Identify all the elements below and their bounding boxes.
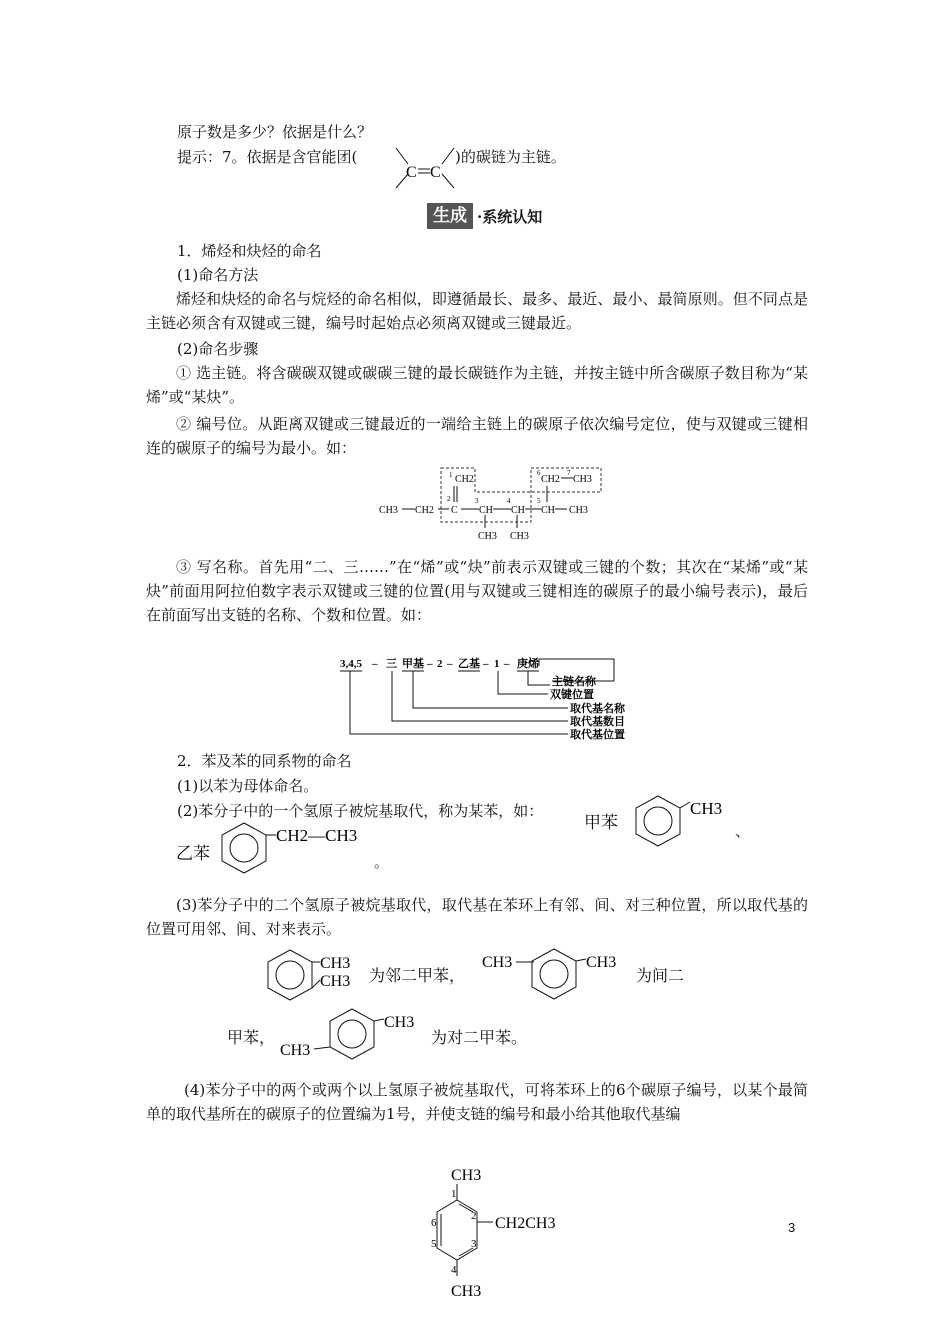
o-ch3-1: CH3 [320,955,351,972]
banner-text: ·系统认知 [477,207,543,226]
alkene-numbering-structure [375,462,615,544]
label-sub-count: 取代基数目 [570,716,625,728]
meta-text-2: 甲苯， [227,1028,276,1047]
page-number: 3 [788,1220,796,1235]
intro-hint-suffix: )的碳链为主链。 [455,148,566,166]
name-part-positions: 3,4,5 [340,658,362,670]
alkene-c-left: C [406,164,417,181]
toluene-label: 甲苯 [584,813,618,833]
o-ch3-2: CH3 [320,973,351,990]
ch3-7-label: CH3 [573,474,592,485]
ch3-label: CH3 [379,505,398,516]
label-main-chain: 主链名称 [552,676,596,688]
name-part-ethyl-pos: 2 [437,658,443,670]
intro-hint-prefix: 提示：7。依据是含官能团( [177,148,358,166]
section1-sub2: (2)命名步骤 [177,340,259,358]
period-mark: 。 [374,853,390,871]
num-4: 4 [507,497,511,505]
toluene-ch3: CH3 [690,799,723,818]
section2-title: 2．苯及苯的同系物的命名 [177,752,352,770]
ch-3-label: CH [479,505,493,516]
label-bond-position: 双键位置 [550,689,594,701]
ethylbenzene-label: 乙苯 [176,844,210,864]
pos-2: 2 [471,1210,477,1222]
banner-box: 生成 [427,203,473,229]
ethyl-substituent: CH2CH3 [495,1215,556,1232]
name-part-count: 三 [386,658,397,670]
section1-title: 1．烯烃和炔烃的命名 [177,242,322,260]
num-2: 2 [447,495,451,503]
name-part-heptene: 庚烯 [517,658,539,670]
name-part-dash4: – [483,658,489,670]
toluene-structure [632,792,737,858]
ethyl-group: CH2—CH3 [276,826,358,845]
num-5: 5 [537,497,541,505]
section-banner [427,203,542,229]
ch3-sub-2: CH3 [510,531,529,542]
alkene-group-structure [368,140,464,196]
name-part-dash1: – [372,658,378,670]
section1-step2: ② 编号位。从距离双键或三键最近的一端给主链上的碳原子依次编号定位，使与双键或三键相连的碳原子的编号为最小。如： [146,415,808,457]
name-part-bond-pos: 1 [494,658,500,670]
p-xylene-structure [280,1005,430,1071]
comma-sep: 、 [735,822,751,840]
ethylbenzene-structure [218,819,378,885]
ch2-label: CH2 [415,505,434,516]
section2-sub2: (2)苯分子中的一个氢原子被烷基取代，称为某苯，如： [177,802,544,820]
m-ch3-2: CH3 [586,954,617,971]
pos-5: 5 [431,1238,437,1250]
name-part-dash2: – [427,658,433,670]
ch3-sub-1: CH3 [478,531,497,542]
numbered-benzene-structure [425,1162,575,1312]
meta-text: 为间二 [636,966,685,985]
section2-sub4: (4)苯分子中的两个或两个以上氢原子被烷基取代，可将苯环上的6个碳原子编号，以某个最简单的取代基所在的碳原子的位置编为1号，并使支链的编号和最小给其他取代基编 [146,1081,808,1123]
intro-question-tail: 原子数是多少？依据是什么？ [177,123,373,141]
num-1: 1 [449,471,453,479]
num-3: 3 [475,497,479,505]
num-7: 7 [567,469,571,477]
label-sub-name: 取代基名称 [570,703,625,715]
section1-sub1: (1)命名方法 [177,266,259,284]
para-text: 为对二甲苯。 [431,1028,528,1047]
section2-sub1: (1)以苯为母体命名。 [177,777,319,795]
pos-6: 6 [431,1217,437,1229]
ch-4-label: CH [511,505,525,516]
name-structure-diagram [340,654,640,746]
m-xylene-structure [482,945,632,1005]
section1-step3: ③ 写名称。首先用“二、三……”在“烯”或“炔”前表示双键或三键的个数；其次在“某烯”或“某炔”前面用阿拉伯数字表示双键或三键的位置(用与双键或三键相连的碳原子的最小编号表示)，最后在前面写出支链的名称、个数和位置。如： [146,558,808,624]
section1-para1: 烯烃和炔烃的命名与烷烃的命名相似，即遵循最长、最多、最近、最小、最简原则。但不同点是主链必须含有双键或三键，编号时起始点必须离双键或三键最近。 [146,290,808,332]
section2-sub3: (3)苯分子中的二个氢原子被烷基取代，取代基在苯环上有邻、间、对三种位置，所以取代基的位置可用邻、间、对来表示。 [146,896,808,938]
section1-step1: ① 选主链。将含碳碳双键或碳碳三键的最长碳链作为主链，并按主链中所含碳原子数目称为“某烯”或“某炔”。 [146,364,808,406]
m-ch3-1: CH3 [482,954,513,971]
ch3-end-label: CH3 [569,505,588,516]
name-part-dash5: – [504,658,510,670]
ortho-text: 为邻二甲苯， [369,966,466,985]
ch2-6-label: CH2 [541,474,560,485]
bottom-ch3: CH3 [451,1283,482,1300]
pos-4: 4 [451,1264,457,1276]
p-ch3-1: CH3 [280,1042,311,1059]
label-sub-position: 取代基位置 [570,729,625,741]
ch2-top-label: CH2 [455,474,474,485]
p-ch3-2: CH3 [384,1014,415,1031]
name-part-methyl: 甲基 [402,658,424,670]
alkene-c-right: C [430,164,441,181]
top-ch3: CH3 [451,1167,482,1184]
name-part-ethyl: 乙基 [458,658,480,670]
pos-3: 3 [471,1238,477,1250]
name-part-dash3: – [447,658,453,670]
o-xylene-structure [262,948,362,1008]
ch-5-label: CH [541,505,555,516]
c2-label: C [451,505,458,516]
num-6: 6 [537,469,541,477]
pos-1: 1 [451,1188,457,1200]
